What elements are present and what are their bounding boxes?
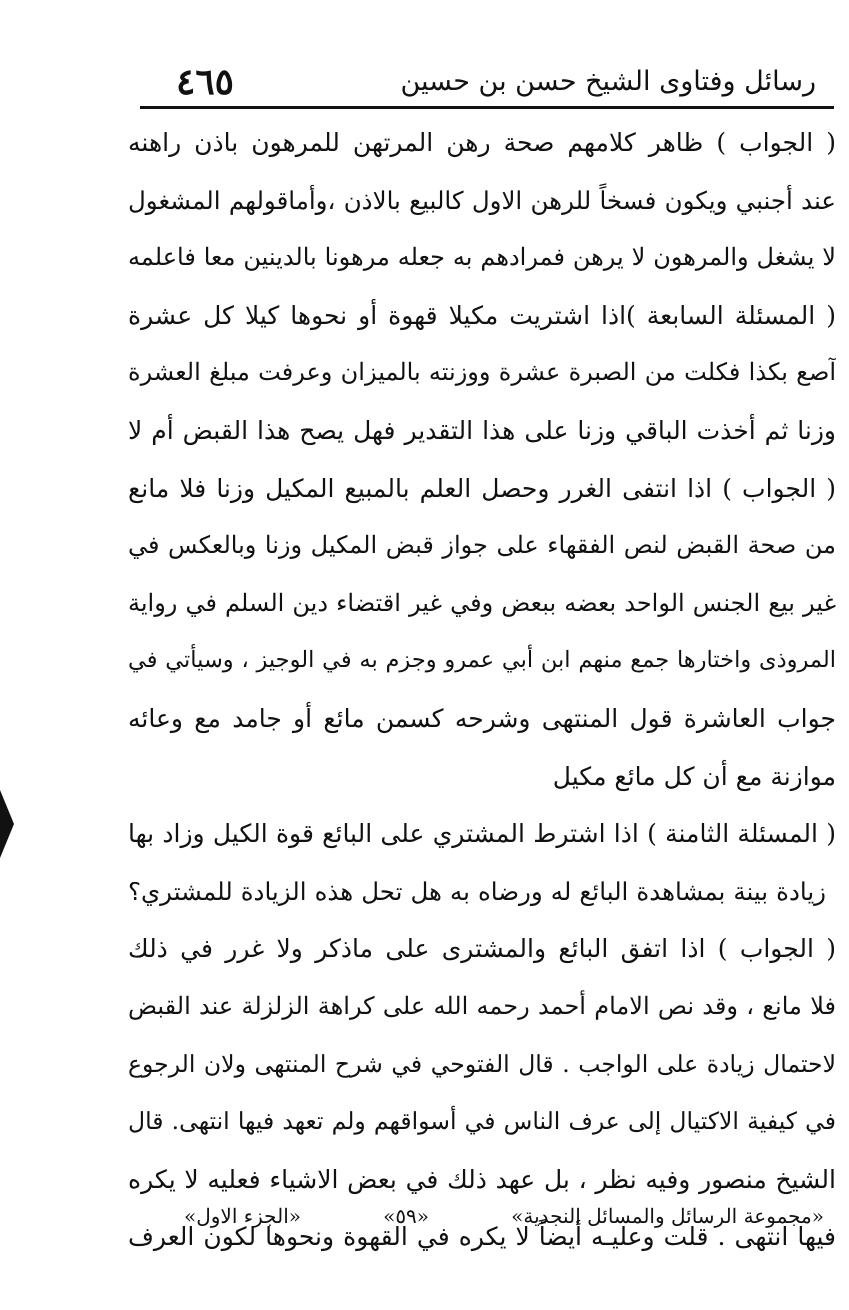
footer-volume: «الجزء الاول»	[184, 1204, 301, 1228]
text-line: آصع بكذا فكلت من الصبرة عشرة ووزنته بالميزان وعرفت مبلغ العشرة	[128, 358, 836, 387]
text-line: غير بيع الجنس الواحد بعضه ببعض وفي غير اقتضاء دين السلم في رواية	[128, 588, 836, 617]
text-line: فلا مانع ، وقد نص الامام أحمد رحمه الله على كراهة الزلزلة عند القبض	[128, 991, 836, 1020]
body-text	[128, 114, 836, 1266]
text-line: لا يشغل والمرهون لا يرهن فمرادهم به جعله مرهونا بالدينين معا فاعلمه	[128, 243, 836, 272]
text-line: موازنة مع أن كل مائع مكيل	[552, 761, 836, 791]
page-number: ٤٦٥	[176, 61, 235, 103]
text-line: زيادة بينة بمشاهدة البائع له ورضاه به هل تحل هذه الزيادة للمشتري؟	[128, 876, 826, 906]
running-header	[140, 58, 830, 102]
header-rule	[140, 106, 834, 109]
text-line: ( المسئلة السابعة )اذا اشتريت مكيلا قهوة أو نحوها كيلا كل عشرة	[128, 300, 836, 330]
text-line: المروذى واختارها جمع منهم ابن أبي عمرو وجزم به في الوجيز ، وسيأتي في	[128, 647, 836, 674]
text-line: ( الجواب ) اذا انتفى الغرر وحصل العلم بالمبيع المكيل وزنا فلا مانع	[128, 473, 836, 503]
page-footer	[184, 1196, 824, 1236]
text-line: فيها انتهى . قلت وعليـه أيضاً لا يكره في القهوة ونحوها لكون العرف	[128, 1222, 836, 1252]
text-line: ( الجواب ) اذا اتفق البائع والمشترى على ماذكر ولا غرر في ذلك	[128, 934, 836, 964]
text-line: جواب العاشرة قول المنتهى وشرحه كسمن مائع أو جامد مع وعائه	[128, 703, 836, 733]
text-line: عند أجنبي ويكون فسخاً للرهن الاول كالبيع بالاذن ،وأماقولهم المشغول	[128, 185, 836, 215]
page-edge-mark	[0, 790, 14, 858]
header-title: رسائل وفتاوى الشيخ حسن بن حسين	[400, 66, 816, 97]
text-line: لاحتمال زيادة على الواجب . قال الفتوحي في شرح المنتهى ولان الرجوع	[128, 1049, 836, 1078]
text-line: من صحة القبض لنص الفقهاء على جواز قبض المكيل وزنا وبالعكس في	[128, 531, 836, 560]
text-line: وزنا ثم أخذت الباقي وزنا على هذا التقدير فهل يصح هذا القبض أم لا	[128, 415, 836, 445]
text-line: في كيفية الاكتيال إلى عرف الناس في أسواقهم ولم تعهد فيها انتهى. قال	[128, 1107, 836, 1136]
text-line: ( المسئلة الثامنة ) اذا اشترط المشتري على البائع قوة الكيل وزاد بها	[128, 819, 836, 849]
footer-collection: «مجموعة الرسائل والمسائل النجدية»	[511, 1204, 824, 1228]
footer-folio: «٥٩»	[383, 1204, 430, 1228]
text-line: ( الجواب ) ظاهر كلامهم صحة رهن المرتهن للمرهون باذن راهنه	[128, 128, 836, 157]
text-line: الشيخ منصور وفيه نظر ، بل عهد ذلك في بعض الاشياء فعليه لا يكره	[128, 1164, 836, 1194]
